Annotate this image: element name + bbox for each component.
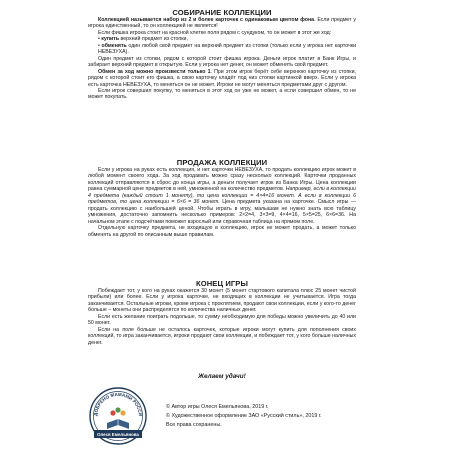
bold-text: обменять <box>101 42 127 49</box>
copyright-line: © Художественное оформление ЗАО «Русский стиль», 2019 г. <box>166 413 322 419</box>
section-collecting <box>88 8 356 101</box>
paragraph <box>88 69 356 88</box>
text: верхний предмет из стопки, <box>119 36 188 43</box>
copyright-block <box>166 403 366 430</box>
paragraph <box>88 17 356 30</box>
book-icon <box>107 407 129 429</box>
seal-arc-text: ДОБРЕНО МАМАМИ РОССИ <box>92 391 144 417</box>
bold-text: Коллекцией называется набор из 2 и более карточек с одинаковым цветом фона <box>98 17 315 23</box>
italic-text: Например, если в коллекции 4 предмета (каждый стоит 1 монету), то цена коллекции = 4×4=16 монет. А если в коллекции 6 предметов, то цена коллекции = 6×6 = 36 монет. <box>88 186 356 206</box>
copyright-line: Все права сохранены. <box>166 422 222 428</box>
text: . Если предмет у игрока единственный, то он коллекцией не является! <box>88 17 356 30</box>
bold-text: купить <box>101 36 120 43</box>
paragraph: Один предмет из стопки, рядом с которой стоит фишка игрока. Деньги игрок платит в Банк Игры, и забирает верхний предмет в открытую. Если у игрока нет денег, он может обменять свой предмет. <box>88 55 356 69</box>
paragraph: Если игрок совершил покупку, то меняться в этот ход он уже не может, а если совершил обмен, то не может покупать. <box>88 87 356 101</box>
paragraph: Если на поле больше не осталось карточек, которые игроки могут купить для пополнения своих коллекций, то игра заканчивается, игроки продают свои коллекции, и побеждает тот, у кого больше наличных денег. <box>88 326 356 346</box>
list-item: • купить верхний предмет из стопки, <box>98 36 188 43</box>
list-item: • обменять один любой свой предмет на верхний предмет из стопки (только если у игрока нет карточки НЕВЕЗУХА). <box>98 42 356 56</box>
paragraph: Отдельную карточку предмета, не входящую в коллекцию, игрок не может продать, а может только обменять на другой по описанным выше правилам. <box>88 225 356 238</box>
paragraph: Если есть желание поиграть подольше, то сумму необходимую для победы можно увеличить до 40 или 50 монет. <box>88 313 356 327</box>
section-heading: ПРОДАЖА КОЛЛЕКЦИИ <box>176 158 268 167</box>
approval-seal-logo <box>88 386 148 446</box>
text: Если у игрока на руках есть коллекция, и нет карточки НЕВЕЗУХА, то продать коллекцию игрок может в любой момент своего хода. За ход продавать можно сразу несколько коллекций. Карточки проданных коллекций отправляются в сброс до конца игры, а деньги получает игрок из Банка Игры. Цена коллекции равна суммарной цене предметов в ней, умноженной на количество предметов. <box>88 167 356 193</box>
paragraph: Если фишка игрока стоит на красной клетке поля рядом с сундуком, то он может в этот же ход: <box>98 29 332 36</box>
section-game-end <box>88 279 356 346</box>
text: . При этом игрок берёт себе верхнюю карточку из стопки, рядом с которой стоит его фишка, а свою карточку кладёт под низ стопки картинкой вверх. Если у игрока есть карточка НЕВЕЗУХА, то меняться он не может. Игроки не могут меняться предметами друг с другом. <box>88 68 356 88</box>
bold-text: Обмен за ход можно произвести только 1 <box>98 68 211 75</box>
copyright-line: © Автор игры Олеся Емельянова, 2019 г. <box>166 404 269 410</box>
closing-wish: Желаем удачи! <box>198 373 246 380</box>
section-heading: КОНЕЦ ИГРЫ <box>195 279 248 288</box>
seal-name-text: Олеся Емельянова <box>97 431 139 437</box>
paragraph <box>88 167 356 225</box>
text: Цена предмета указана на карточке. Смысл игры — продать коллекцию с наибольшей ценой. Чтобы играть в игру, малышам не нужно знать всю таблицу умножения, достаточно запомнить несколько примеров: 2×2=4, 3×3=9, 4×4=16, 5×5=25, 6×6=36. На начальном этапе с подсчётами поможет взрослый или справочная таблица на прямом поле. <box>88 199 357 225</box>
section-heading: СОБИРАНИЕ КОЛЛЕКЦИИ <box>172 8 272 17</box>
paragraph: Побеждает тот, у кого на руках окажется 30 монет (5 монет стартового капитала плюс 25 монет чистой прибыли) или более. Если у игрока карточке, не входящих в коллекции не учитывается. Игра тогда заканчивается. Остальные игроки, кроме игрока с проклятием, продают свои коллекции, если у кого-то денег больше – монеты они распределятся по количества наличных денег. <box>88 288 356 314</box>
text: один любой свой предмет на верхний предмет из стопки (только если у игрока нет карточки НЕВЕЗУХА). <box>98 42 356 56</box>
section-selling <box>88 158 356 238</box>
